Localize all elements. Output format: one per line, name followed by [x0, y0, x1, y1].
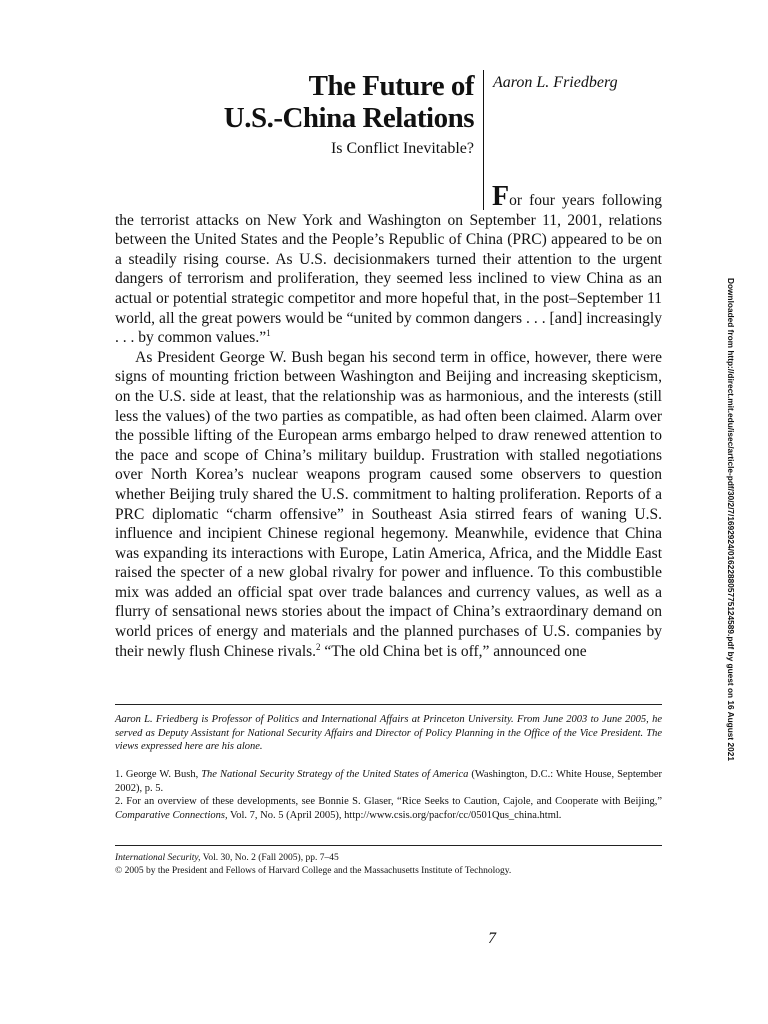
- journal-details: Vol. 30, No. 2 (Fall 2005), pp. 7–45: [200, 853, 339, 863]
- footnote-rule-top: [115, 704, 662, 705]
- dropcap-spacer: [115, 186, 492, 208]
- footnotes: [115, 768, 662, 822]
- footnote-1-title: The National Security Strategy of the United States of America: [201, 769, 469, 780]
- copyright-line: © 2005 by the President and Fellows of Harvard College and the Massachusetts Institute of Technology.: [115, 865, 512, 876]
- publication-info: [115, 852, 662, 877]
- footnote-ref-2[interactable]: 2: [316, 641, 321, 652]
- footnote-ref-1[interactable]: 1: [266, 328, 271, 338]
- download-watermark: [726, 278, 752, 761]
- body-paragraph-1-text: or four years following the terrorist attacks on New York and Washington on September 11, 2001, relations between the United States and the People’s Republic of China (PRC) appeared to be on a steadily rising course. As U.S. decisionmakers turned their attention to the urgent dangers of terrorism and proliferation, they seemed less inclined to view China as an actual or potential strategic competitor and more hopeful that, in the post–September 11 world, all the great powers would be “united by common dangers . . . [and] increasingly . . . by common values.”: [115, 192, 662, 347]
- footnote-1-suffix: (Washington, D.C.: White House, September 2002), p. 5.: [115, 769, 662, 794]
- footnote-2-prefix: 2. For an overview of these developments, see Bonnie S. Glaser, “Rice Seeks to Caution, Cajole, and Cooperate with Beijing,”: [115, 796, 662, 807]
- journal-name: International Security,: [115, 853, 201, 863]
- author-name: Aaron L. Friedberg: [493, 74, 618, 91]
- article-body: [115, 181, 662, 661]
- body-paragraph-2-text-b: “The old China bet is off,” announced one: [320, 642, 587, 660]
- publication-citation: [115, 852, 662, 865]
- body-paragraph-2-text-a: As President George W. Bush began his second term in office, however, there were signs of mounting friction between Washington and Beijing and increasing skepticism, on the U.S. side at least, that the relationship was as harmonious, and the interests (still less the values) of the two parties as compatible, as had often been claimed. Alarm over the possible lifting of the European arms embargo helped to draw renewed attention to the pace and scope of China’s military buildup. Frustration with stalled negotiations over North Korea’s nuclear weapons program caused some observers to question whether Beijing truly shared the U.S. commitment to halting proliferation. Reports of a PRC diplomatic “charm offensive” in Southeast Asia stirred fears of waning U.S. influence and incipient Chinese regional hegemony. Meanwhile, evidence that China was expanding its interactions with Europe, Latin America, Africa, and the Middle East raised the specter of a new global rivalry for power and influence. To this combustible mix was added an official spat over trade balances and currency values, as well as a flurry of sensational news stories about the impact of China’s extraordinary demand on world prices of energy and materials and the planned purchases of U.S. companies by their newly flush Chinese rivals.: [115, 348, 662, 660]
- footnote-1: [115, 768, 662, 795]
- dropcap-letter: F: [492, 181, 510, 212]
- page-number: 7: [488, 930, 496, 947]
- body-paragraph-2: [115, 348, 662, 662]
- article-title-line-1: The Future of: [308, 70, 474, 102]
- author-bio-note: Aaron L. Friedberg is Professor of Politics and International Affairs at Princeton University. From June 2003 to June 2005, he served as Deputy Assistant for National Security Affairs and Director of Policy Planning in the Office of the Vice President. The views expressed here are his alone.: [115, 714, 662, 752]
- article-title: [54, 70, 474, 134]
- article-title-line-2: U.S.-China Relations: [223, 102, 474, 134]
- footnote-rule-bottom: [115, 845, 662, 846]
- article-subtitle: Is Conflict Inevitable?: [330, 140, 474, 157]
- download-watermark-text: Downloaded from http://direct.mit.edu/isec/article-pdf/30/2/7/1692924/016228805775124589.pdf by guest on 16 August 2021: [726, 278, 736, 761]
- body-paragraph-1: [115, 181, 662, 348]
- footnote-2: [115, 795, 662, 822]
- footnote-1-prefix: 1. George W. Bush,: [115, 769, 202, 780]
- footnote-2-suffix[interactable]: Vol. 7, No. 5 (April 2005), http://www.csis.org/pacfor/cc/0501Qus_china.html.: [227, 809, 562, 821]
- footnote-2-journal: Comparative Connections,: [115, 809, 228, 821]
